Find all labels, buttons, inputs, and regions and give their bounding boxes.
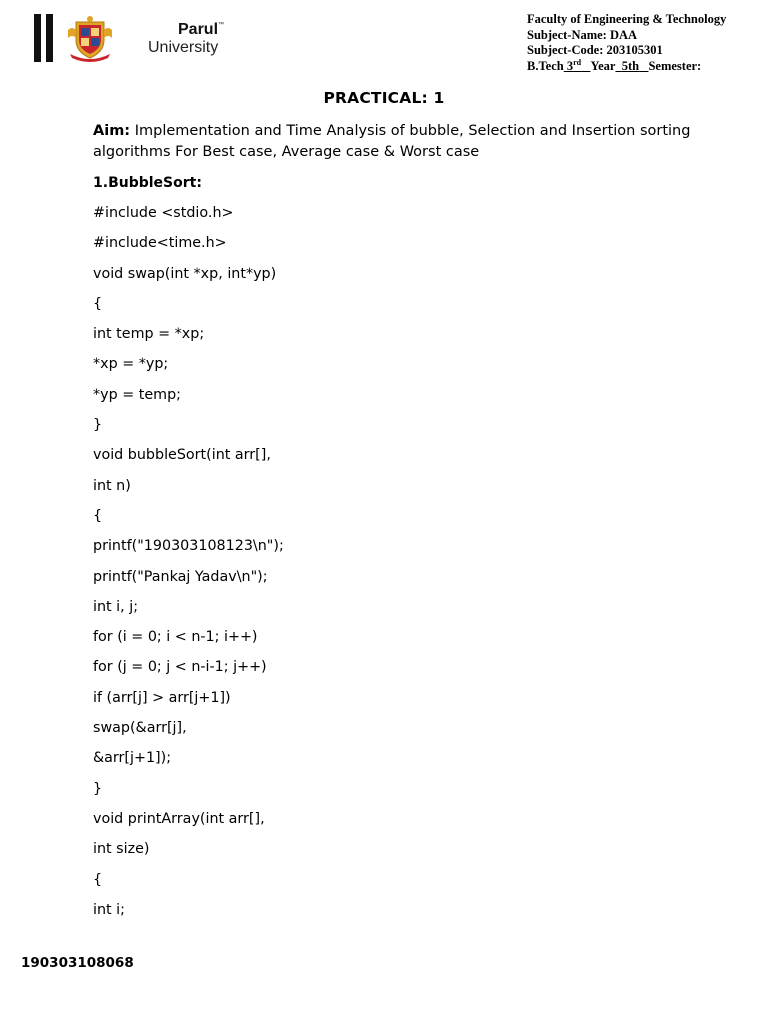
code-line: &arr[j+1]); — [93, 750, 172, 767]
aim-paragraph — [93, 121, 693, 163]
university-name-line1: Parul — [178, 21, 219, 38]
page-title: PRACTICAL: 1 — [323, 89, 445, 107]
code-line: *xp = *yp; — [93, 356, 169, 373]
year-value: 3rd — [566, 57, 582, 73]
university-name — [148, 22, 224, 56]
code-line: if (arr[j] > arr[j+1]) — [93, 689, 231, 706]
code-line: void swap(int *xp, int*yp) — [93, 265, 277, 282]
code-line: int n) — [93, 477, 131, 494]
university-name-line2: University — [148, 39, 219, 56]
code-line: { — [93, 871, 103, 888]
code-line: } — [93, 780, 103, 797]
course-prefix: B.Tech — [527, 58, 564, 73]
aim-label: Aim: — [93, 123, 131, 139]
section-heading — [93, 173, 693, 193]
year-suffix: rd — [573, 57, 582, 67]
code-line: printf("Pankaj Yadav\n"); — [93, 568, 268, 585]
aim-text: Implementation and Time Analysis of bubble, Selection and Insertion sorting algorithms For Best case, Average case & Worst case — [93, 123, 691, 160]
course-info — [527, 12, 763, 74]
code-listing — [93, 203, 693, 930]
code-line: int i; — [93, 901, 125, 918]
logo-bars-icon — [34, 14, 56, 62]
course-year-semester-line — [527, 59, 763, 75]
code-line: for (j = 0; j < n-i-1; j++) — [93, 659, 267, 676]
code-line: #include<time.h> — [93, 235, 227, 252]
semester-label: Semester: — [648, 58, 702, 73]
code-line: void printArray(int arr[], — [93, 810, 265, 827]
code-line: *yp = temp; — [93, 386, 181, 403]
section-number: 1. — [93, 175, 109, 191]
code-line: int i, j; — [93, 598, 139, 615]
code-line: int temp = *xp; — [93, 326, 205, 343]
code-line: for (i = 0; i < n-1; i++) — [93, 629, 258, 646]
code-line: swap(&arr[j], — [93, 720, 187, 737]
university-crest-icon — [66, 14, 114, 62]
section-title: BubbleSort: — [108, 175, 202, 191]
subject-code-line: Subject-Code: 203105301 — [527, 43, 663, 57]
subject-name-line: Subject-Name: DAA — [527, 27, 638, 42]
year-label: Year — [590, 58, 616, 73]
document-body — [93, 121, 693, 930]
code-line: void bubbleSort(int arr[], — [93, 447, 271, 464]
code-line: { — [93, 507, 103, 524]
code-line: #include <stdio.h> — [93, 205, 234, 221]
university-logo — [32, 12, 232, 64]
enrollment-number: 190303108068 — [21, 955, 134, 971]
faculty-line: Faculty of Engineering & Technology — [527, 12, 727, 26]
code-line: } — [93, 417, 103, 434]
code-line: { — [93, 295, 103, 312]
semester-value: 5th — [621, 58, 640, 73]
code-line: int size) — [93, 841, 150, 858]
trademark-mark: ™ — [218, 22, 225, 28]
code-line: printf("190303108123\n"); — [93, 538, 284, 555]
